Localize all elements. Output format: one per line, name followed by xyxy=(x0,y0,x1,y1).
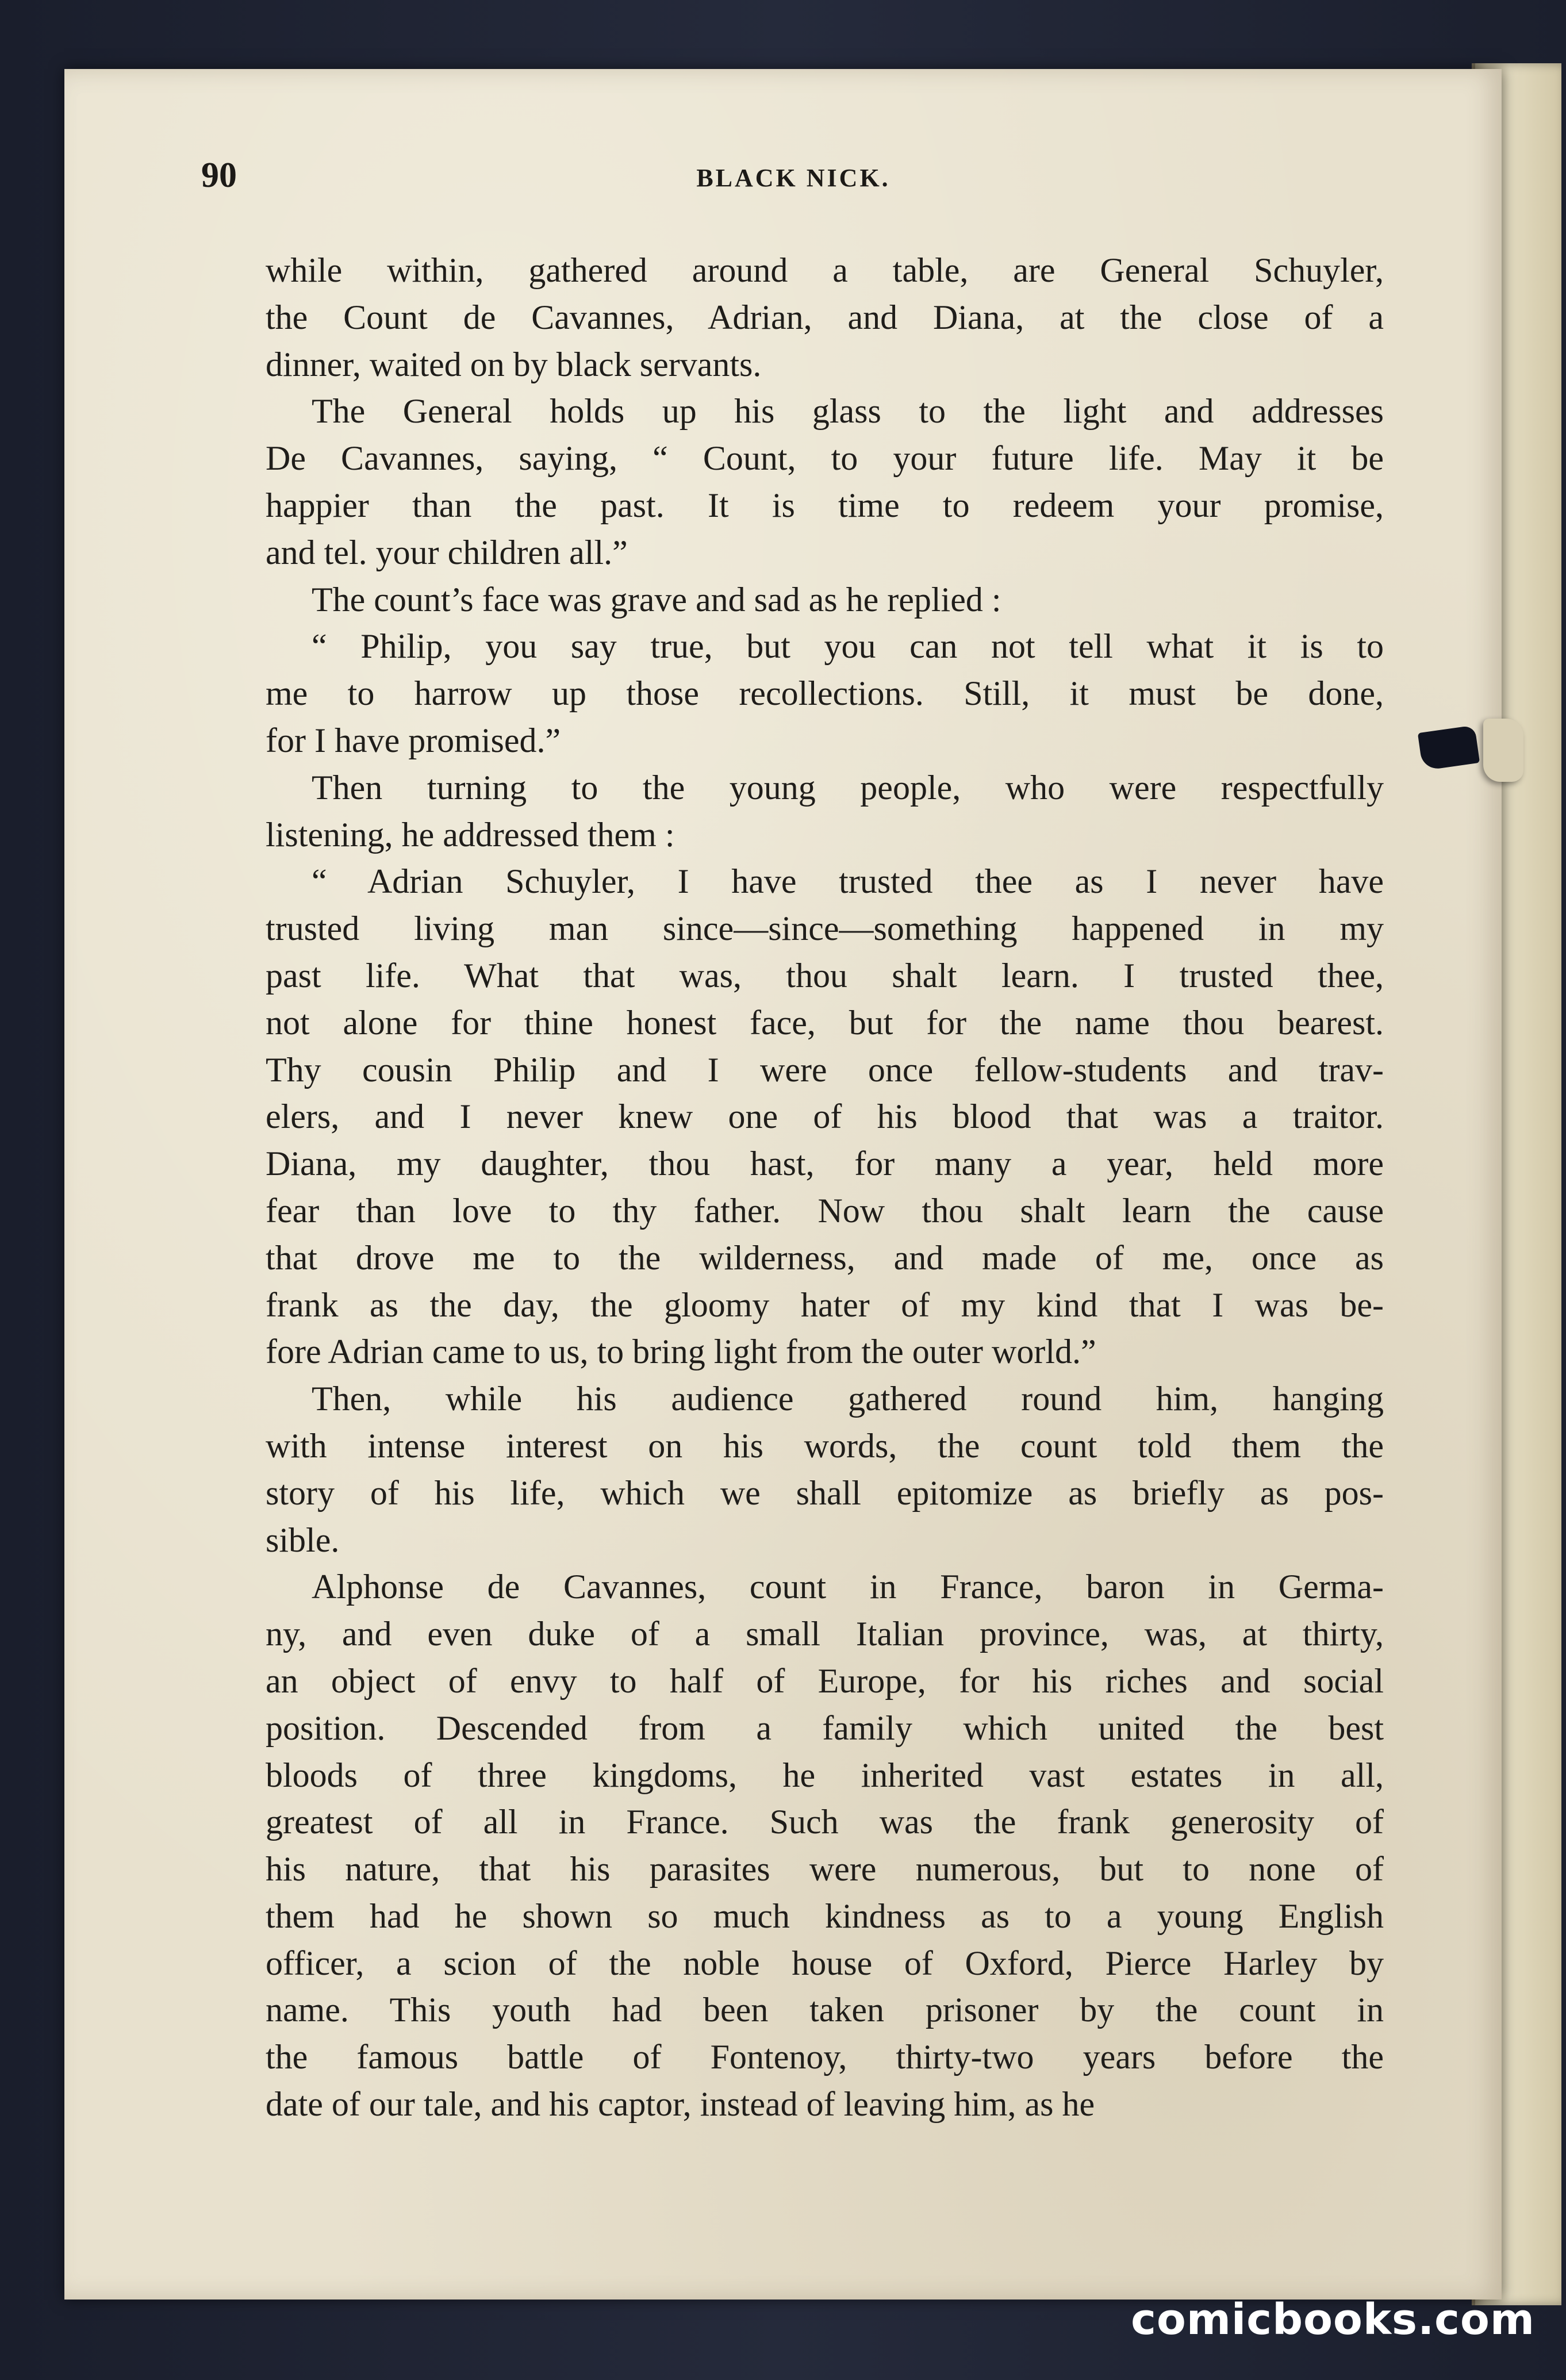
text-line: name. This youth had been taken prisoner by the count in xyxy=(266,1991,1384,2029)
page-header xyxy=(201,152,1385,198)
text-line: frank as the day, the gloomy hater of my kind that I was be- xyxy=(266,1285,1384,1324)
text-line: me to harrow up those recollections. Still, it must be done, xyxy=(266,674,1384,713)
text-line: with intense interest on his words, the count told them the xyxy=(266,1426,1384,1465)
text-line: elers, and I never knew one of his blood that was a traitor. xyxy=(266,1097,1384,1136)
text-line: the Count de Cavannes, Adrian, and Diana, at the close of a xyxy=(266,298,1384,336)
text-line: De Cavannes, saying, “ Count, to your future life. May it be xyxy=(266,439,1384,478)
text-line: his nature, that his parasites were numerous, but to none of xyxy=(266,1850,1384,1888)
running-title: BLACK NICK. xyxy=(696,164,891,192)
text-line: for I have promised.” xyxy=(266,721,561,759)
text-line: past life. What that was, thou shalt learn. I trusted thee, xyxy=(266,956,1384,995)
text-line: ny, and even duke of a small Italian province, was, at thirty, xyxy=(266,1615,1384,1653)
text-line: happier than the past. It is time to redeem your promise, xyxy=(266,486,1384,524)
text-line: Thy cousin Philip and I were once fellow-students and trav- xyxy=(266,1050,1384,1089)
text-line: an object of envy to half of Europe, for his riches and social xyxy=(266,1661,1384,1700)
text-line: that drove me to the wilderness, and made of me, once as xyxy=(266,1238,1384,1277)
text-line: Then, while his audience gathered round him, hanging xyxy=(312,1380,1384,1418)
site-watermark: comicbooks.com xyxy=(1131,2295,1535,2344)
dark-stain xyxy=(1418,725,1480,770)
text-line: fear than love to thy father. Now thou shalt learn the cause xyxy=(266,1191,1384,1230)
text-line: story of his life, which we shall epitomize as briefly as pos- xyxy=(266,1473,1384,1512)
text-line: them had he shown so much kindness as to a young English xyxy=(266,1897,1384,1935)
text-line: The count’s face was grave and sad as he replied : xyxy=(312,580,1001,619)
text-line: greatest of all in France. Such was the frank generosity of xyxy=(266,1803,1384,1841)
text-line: position. Descended from a family which united the best xyxy=(266,1709,1384,1747)
text-line: officer, a scion of the noble house of Oxford, Pierce Harley by xyxy=(266,1944,1384,1982)
text-line: while within, gathered around a table, are General Schuyler, xyxy=(266,251,1384,289)
text-line: Diana, my daughter, thou hast, for many a year, held more xyxy=(266,1145,1384,1183)
text-line: date of our tale, and his captor, instead of leaving him, as he xyxy=(266,2085,1095,2124)
text-line: and tel. your children all.” xyxy=(266,533,628,571)
text-line: sible. xyxy=(266,1521,340,1559)
text-line: “ Philip, you say true, but you can not tell what it is to xyxy=(312,627,1384,666)
page-tear xyxy=(1483,719,1523,782)
body-text xyxy=(266,247,1384,2128)
text-line: “ Adrian Schuyler, I have trusted thee as I never have xyxy=(312,862,1384,901)
text-line: dinner, waited on by black servants. xyxy=(266,345,762,383)
text-line: Alphonse de Cavannes, count in France, baron in Germa- xyxy=(312,1568,1384,1606)
text-line: fore Adrian came to us, to bring light from the outer world.” xyxy=(266,1333,1096,1371)
text-line: the famous battle of Fontenoy, thirty-two years before the xyxy=(266,2038,1384,2076)
text-line: listening, he addressed them : xyxy=(266,815,675,854)
text-line: bloods of three kingdoms, he inherited vast estates in all, xyxy=(266,1756,1384,1794)
text-line: not alone for thine honest face, but for the name thou bearest. xyxy=(266,1003,1384,1042)
page-number: 90 xyxy=(201,156,237,195)
text-line: Then turning to the young people, who were respectfully xyxy=(312,768,1384,807)
text-line: trusted living man since—since—something happened in my xyxy=(266,909,1384,948)
text-line: The General holds up his glass to the light and addresses xyxy=(312,392,1384,431)
